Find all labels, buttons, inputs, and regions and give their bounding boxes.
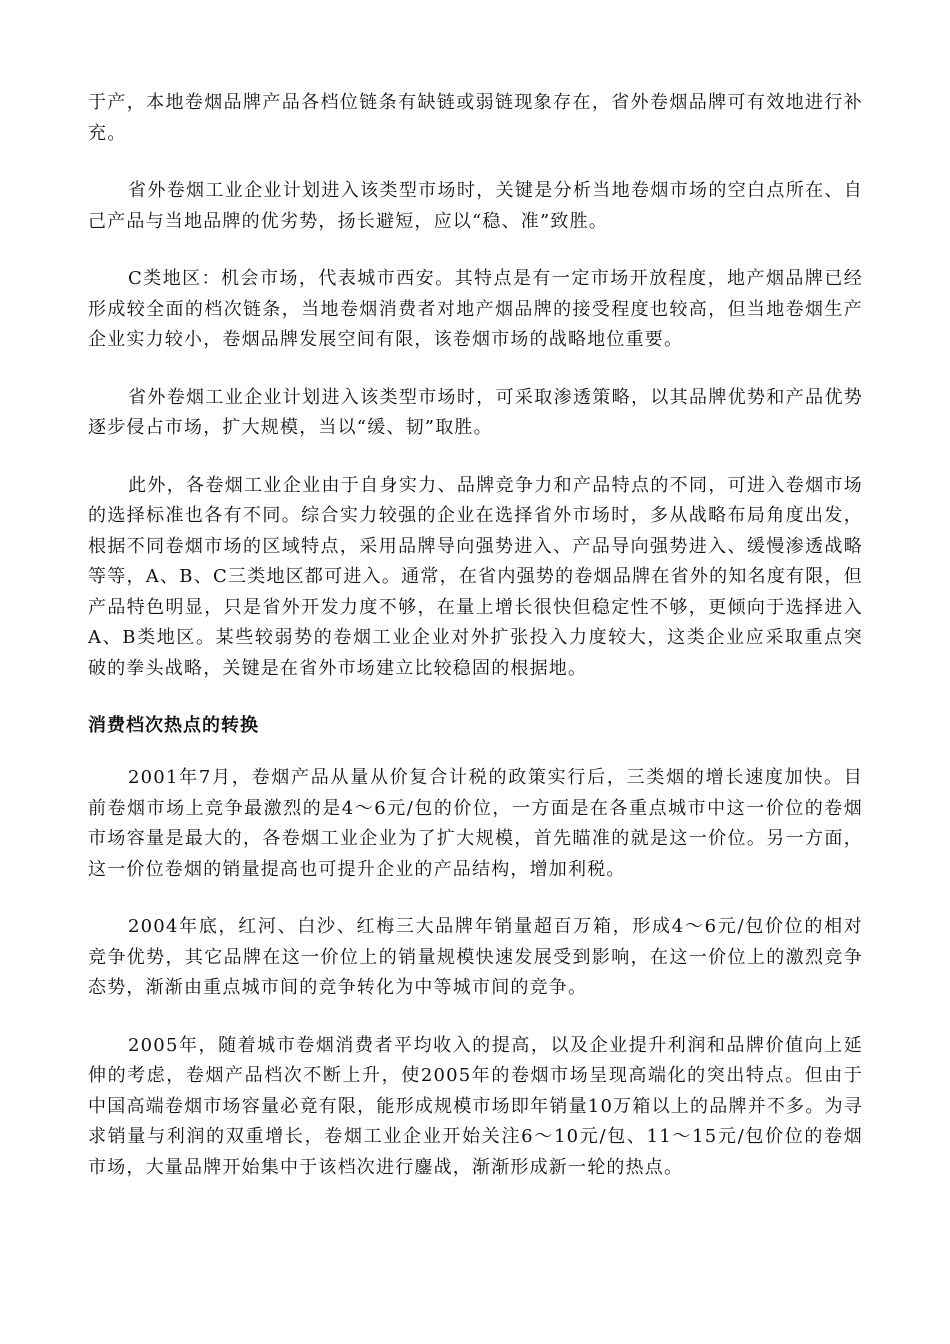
- paragraph-2004: 2004年底，红河、白沙、红梅三大品牌年销量超百万箱，形成4～6元/包价位的相对竞争优势，其它品牌在这一价位上的销量规模快速发展受到影响，在这一价位上的激烈竞争态势，渐渐由重点城市间的竞争转化为中等城市间的竞争。: [88, 916, 863, 998]
- document-page: [88, 88, 863, 1210]
- paragraph-2001: 2001年7月，卷烟产品从量从价复合计税的政策实行后，三类烟的增长速度加快。目前卷烟市场上竞争最激烈的是4～6元/包的价位，一方面是在各重点城市中这一价位的卷烟市场容量是最大的，各卷烟工业企业为了扩大规模，首先瞄准的就是这一价位。另一方面，这一价位卷烟的销量提高也可提升企业的产品结构，增加利税。: [88, 767, 863, 880]
- paragraph-continuation: 于产，本地卷烟品牌产品各档位链条有缺链或弱链现象存在，省外卷烟品牌可有效地进行补充。: [88, 92, 863, 144]
- paragraph-enterprise-selection: 此外，各卷烟工业企业由于自身实力、品牌竞争力和产品特点的不同，可进入卷烟市场的选择标准也各有不同。综合实力较强的企业在选择省外市场时，多从战略布局角度出发，根据不同卷烟市场的区域特点，采用品牌导向强势进入、产品导向强势进入、缓慢渗透战略等等，A、B、C三类地区都可进入。通常，在省内强势的卷烟品牌在省外的知名度有限，但产品特色明显，只是省外开发力度不够，在量上增长很快但稳定性不够，更倾向于选择进入A、B类地区。某些较弱势的卷烟工业企业对外扩张投入力度较大，这类企业应采取重点突破的拳头战略，关键是在省外市场建立比较稳固的根据地。: [88, 474, 863, 679]
- paragraph-2005: 2005年，随着城市卷烟消费者平均收入的提高，以及企业提升利润和品牌价值向上延伸的考虑，卷烟产品档次不断上升，使2005年的卷烟市场呈现高端化的突出特点。但由于中国高端卷烟市场容量必竟有限，能形成规模市场即年销量10万箱以上的品牌并不多。为寻求销量与利润的双重增长，卷烟工业企业开始关注6～10元/包、11～15元/包价位的卷烟市场，大量品牌开始集中于该档次进行鏖战，渐渐形成新一轮的热点。: [88, 1034, 863, 1178]
- section-heading: 消费档次热点的转换: [88, 715, 259, 736]
- paragraph-strategy-c: 省外卷烟工业企业计划进入该类型市场时，可采取渗透策略，以其品牌优势和产品优势逐步侵占市场，扩大规模，当以“缓、韧”取胜。: [88, 386, 863, 438]
- paragraph-region-c: C类地区：机会市场，代表城市西安。其特点是有一定市场开放程度，地产烟品牌已经形成较全面的档次链条，当地卷烟消费者对地产烟品牌的接受程度也较高，但当地卷烟生产企业实力较小，卷烟品牌发展空间有限，该卷烟市场的战略地位重要。: [88, 268, 863, 350]
- paragraph-strategy-b: 省外卷烟工业企业计划进入该类型市场时，关键是分析当地卷烟市场的空白点所在、自己产品与当地品牌的优劣势，扬长避短，应以“稳、准”致胜。: [88, 180, 863, 232]
